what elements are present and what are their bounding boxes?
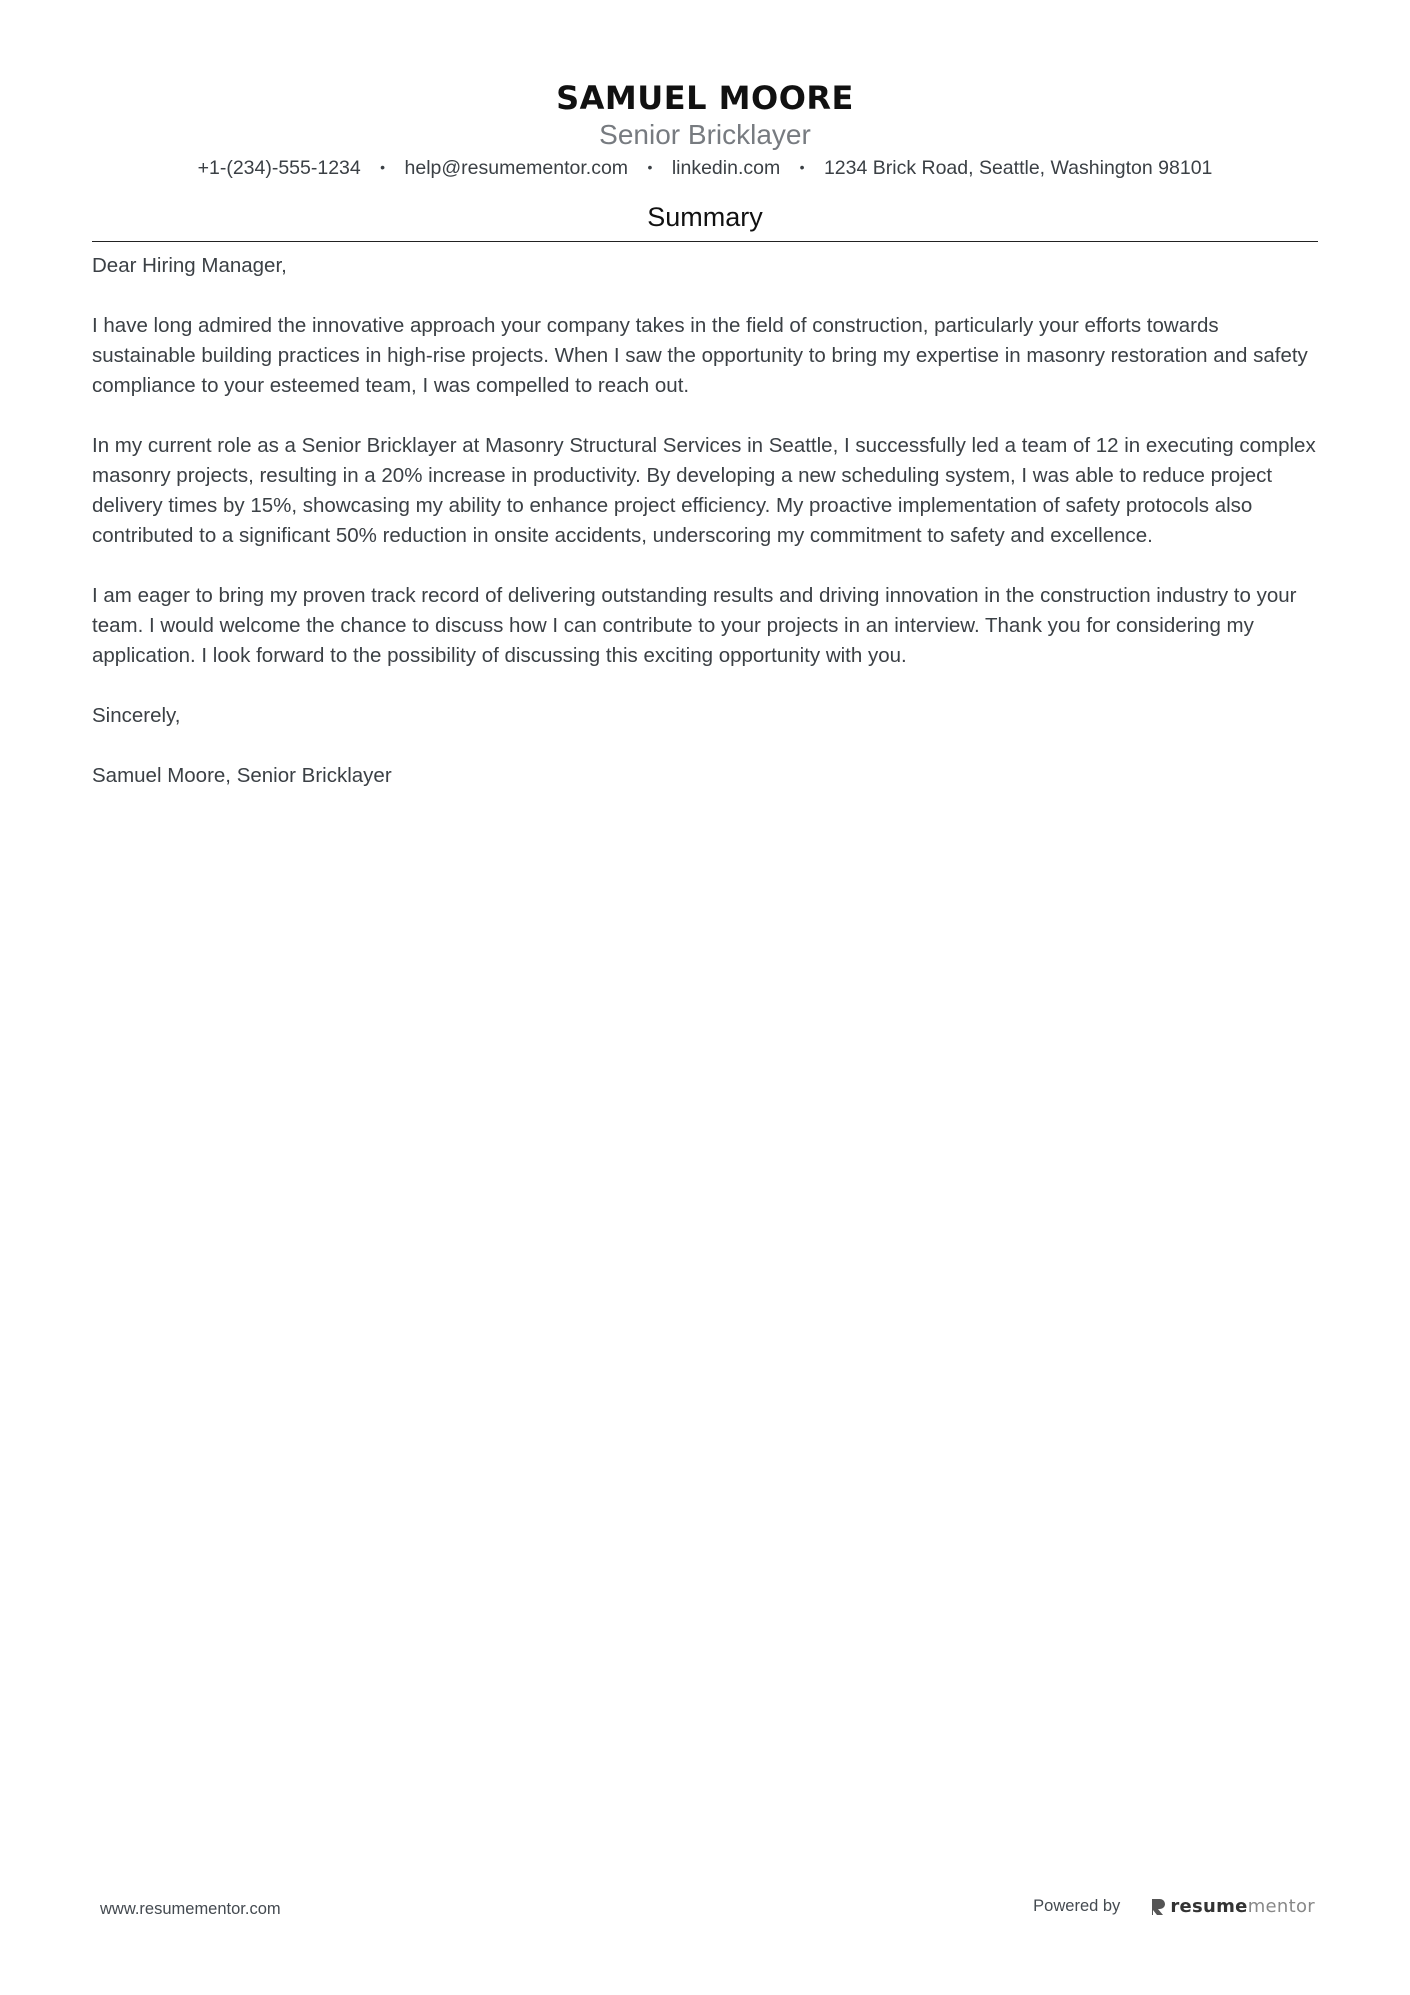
footer-powered-by — [1033, 1896, 1315, 1917]
letter-closing: Sincerely, — [92, 704, 181, 727]
separator-dot: • — [647, 158, 653, 175]
letter-body — [92, 251, 1318, 821]
letter-signature: Samuel Moore, Senior Bricklayer — [92, 764, 392, 787]
contact-linkedin[interactable]: linkedin.com — [671, 157, 781, 179]
letter-paragraph: In my current role as a Senior Bricklayer at Masonry Structural Services in Seattle, I successfully led a team of 12 in executing complex masonry projects, resulting in a 20% increase in productivity. By developing a new scheduling system, I was able to reduce project delivery times by 15%, showcasing my ability to enhance project efficiency. My proactive implementation of safety protocols also contributed to a significant 50% reduction in onsite accidents, underscoring my commitment to safety and excellence. — [92, 434, 1316, 547]
brand-name-part1: resume — [1170, 1896, 1248, 1917]
contact-email[interactable]: help@resumementor.com — [404, 157, 629, 179]
candidate-name: SAMUEL MOORE — [556, 79, 854, 117]
letter-greeting: Dear Hiring Manager, — [92, 254, 287, 277]
brand-name-part2: mentor — [1247, 1896, 1315, 1917]
powered-by-label: Powered by — [1033, 1897, 1121, 1915]
resumementor-logo-icon — [1150, 1897, 1166, 1917]
section-title: Summary — [647, 202, 763, 232]
brand-logo[interactable] — [1150, 1896, 1315, 1917]
letter-paragraph: I am eager to bring my proven track record of delivering outstanding results and driving innovation in the construction industry to your team. I would welcome the chance to discuss how I can contribute to your projects in an interview. Thank you for considering my application. I look forward to the possibility of discussing this exciting opportunity with you. — [92, 584, 1297, 667]
letter-paragraph: I have long admired the innovative approach your company takes in the field of construction, particularly your efforts towards sustainable building practices in high-rise projects. When I saw the opportunity to bring my expertise in masonry restoration and safety compliance to your esteemed team, I was compelled to reach out. — [92, 314, 1308, 397]
contact-line — [92, 154, 1318, 183]
contact-address: 1234 Brick Road, Seattle, Washington 98101 — [823, 157, 1213, 179]
separator-dot: • — [799, 158, 805, 175]
contact-phone: +1-(234)-555-1234 — [197, 157, 361, 179]
header — [92, 78, 1318, 183]
separator-dot: • — [380, 158, 386, 175]
footer-website[interactable]: www.resumementor.com — [100, 1900, 281, 1918]
job-title: Senior Bricklayer — [599, 119, 811, 150]
section-divider — [92, 241, 1318, 242]
